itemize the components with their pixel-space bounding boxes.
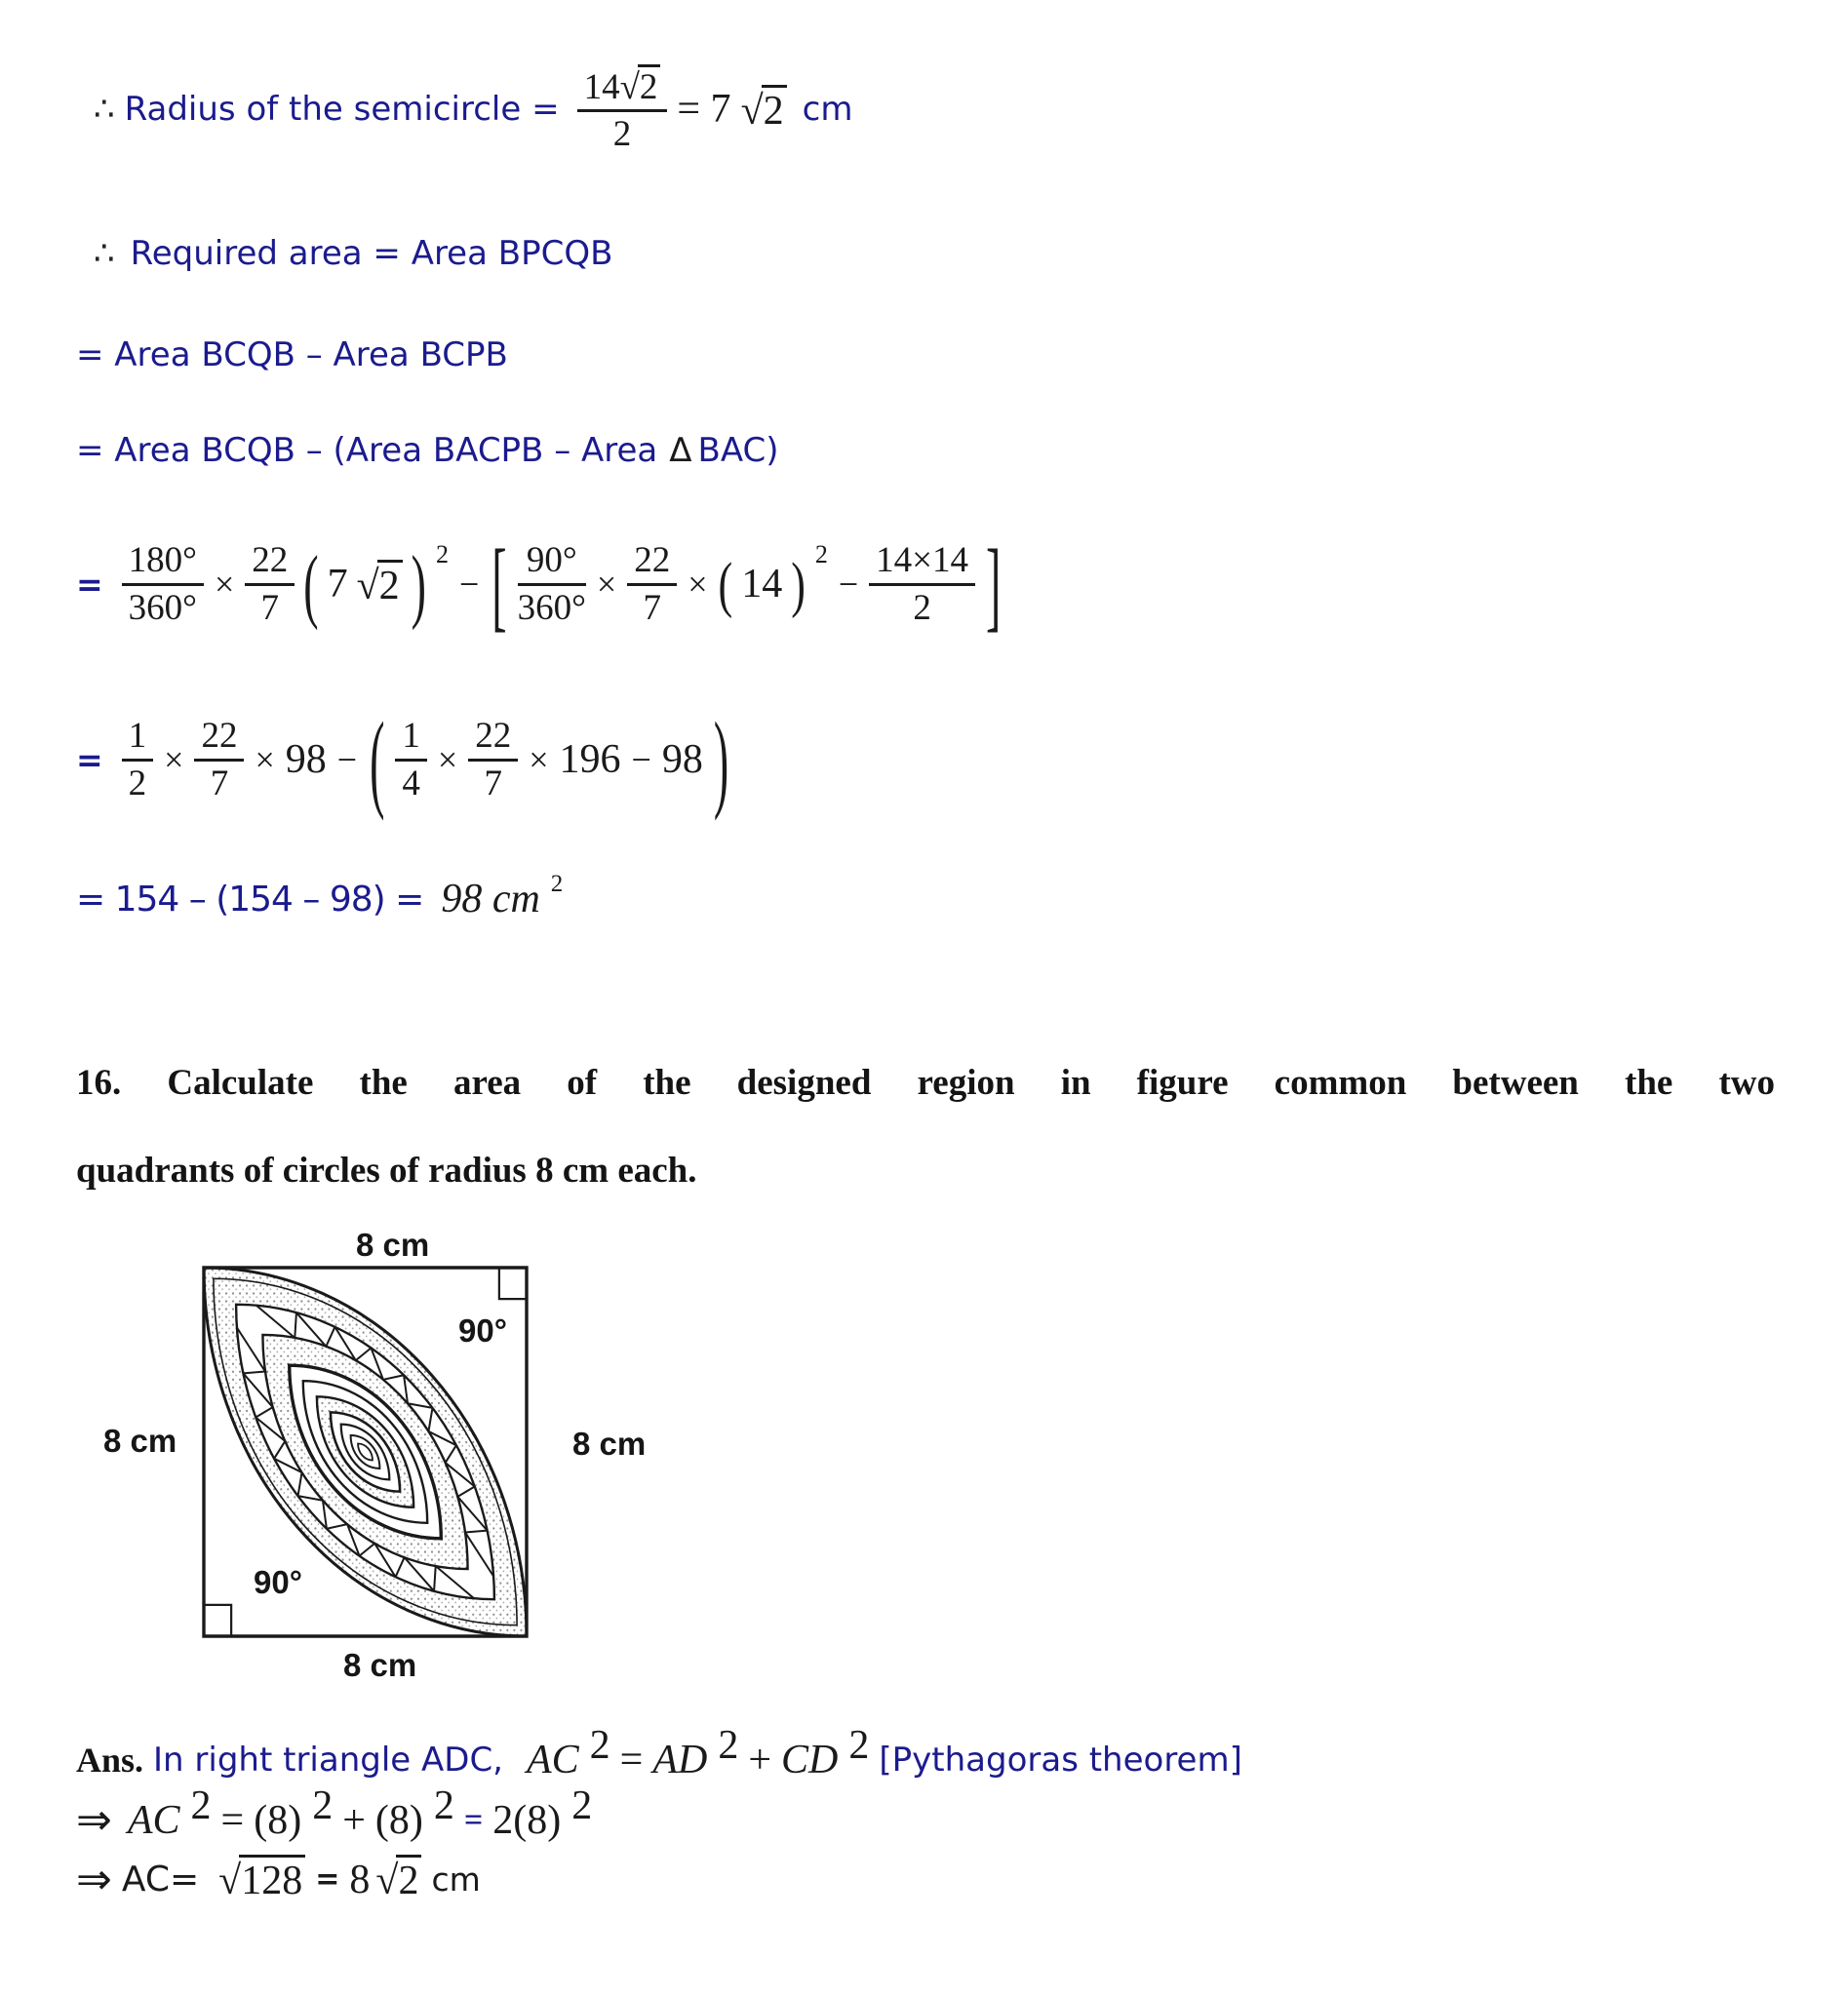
equals-sign: = — [220, 1797, 245, 1843]
equals-sign: = — [619, 1738, 644, 1782]
formula-line-2 — [76, 686, 1780, 833]
num-coefficient: 14 — [583, 66, 620, 107]
radical — [741, 85, 787, 135]
answer-line-1 — [76, 1723, 1780, 1783]
exponent: 2 — [550, 871, 564, 897]
ac-equals: AC= — [121, 1860, 200, 1899]
radicand: 2 — [638, 64, 661, 107]
radius-fraction — [577, 64, 668, 155]
minus-sign: − — [458, 565, 480, 604]
question-16 — [76, 1039, 1775, 1215]
answer-intro: In right triangle ADC, — [153, 1741, 503, 1780]
fraction-22-7 — [194, 716, 244, 803]
figure-q16 — [76, 1221, 1780, 1713]
times-sign: × — [529, 740, 549, 779]
fraction-22-7 — [627, 540, 677, 628]
coefficient-7: 7 — [327, 562, 348, 607]
therefore-symbol: ∴ — [94, 90, 115, 129]
fraction-numerator: 90° — [518, 540, 586, 585]
times-sign: × — [437, 740, 458, 779]
question-16-line-2: quadrants of circles of radius 8 cm each. — [76, 1151, 697, 1191]
radical — [620, 64, 661, 107]
formula-line-1 — [76, 511, 1780, 657]
minus-sign: − — [631, 740, 651, 779]
exponent: 2 — [814, 540, 828, 568]
exponent: 2 — [589, 1723, 610, 1768]
implies-arrow: ⇒ — [76, 1795, 112, 1845]
implies-arrow: ⇒ — [76, 1855, 112, 1904]
term-2-8-squared: 2(8) — [492, 1797, 562, 1843]
fraction-denominator: 360° — [517, 587, 586, 628]
radius-label: Radius of the semicircle = — [124, 90, 560, 129]
radical — [375, 1855, 421, 1904]
step-2-text-end: BAC) — [697, 431, 779, 470]
fraction-180-360 — [122, 540, 204, 628]
fraction-1-4 — [395, 716, 427, 803]
result-value: 98 cm — [441, 877, 540, 921]
radicand: 2 — [762, 85, 787, 135]
answer-line-3 — [76, 1855, 1780, 1904]
radius-unit: cm — [802, 90, 853, 129]
fraction-numerator — [577, 64, 668, 112]
radicand: 2 — [396, 1855, 421, 1904]
quadrant-design-figure — [204, 1268, 527, 1636]
figure-label-top: 8 cm — [356, 1227, 430, 1263]
radius-result: = 7 — [677, 87, 731, 132]
radical-sign: √ — [740, 88, 764, 134]
exponent: 2 — [571, 1782, 593, 1828]
left-paren: ( — [303, 537, 319, 631]
fraction-denominator: 7 — [484, 763, 502, 803]
result-blue-text: = 154 – (154 – 98) = — [76, 879, 424, 920]
fraction-90-360 — [518, 540, 586, 628]
right-paren: ) — [713, 698, 729, 821]
fraction-numerator: 1 — [395, 716, 427, 761]
fraction-denominator: 7 — [260, 587, 280, 628]
fraction-numerator: 22 — [468, 716, 518, 761]
figure-angle-bottom-left: 90° — [254, 1564, 302, 1600]
times-sign: × — [255, 740, 275, 779]
times-sign: × — [164, 740, 184, 779]
plus-sign: + — [748, 1738, 772, 1782]
var-AD: AD — [652, 1738, 708, 1782]
times-sign: × — [688, 565, 708, 604]
area-step-1 — [76, 335, 1780, 374]
step-2-text: = Area BCQB – (Area BACPB – Area — [76, 431, 658, 470]
right-paren: ) — [791, 549, 806, 619]
required-area-text: Required area = Area BPCQB — [130, 234, 613, 273]
fraction-numerator: 22 — [245, 540, 295, 585]
minus-sign: − — [838, 565, 859, 604]
exponent: 2 — [848, 1723, 870, 1768]
answer-label: Ans. — [76, 1741, 144, 1780]
equals-sign: = — [315, 1862, 340, 1897]
figure-label-bottom: 8 cm — [343, 1647, 417, 1683]
therefore-symbol: ∴ — [94, 234, 115, 273]
figure-angle-top-right: 90° — [458, 1312, 507, 1349]
right-paren: ) — [411, 537, 426, 631]
fraction-denominator: 4 — [402, 763, 420, 803]
radicand: 2 — [377, 560, 403, 609]
fraction-14x14-2 — [869, 540, 975, 628]
right-bracket: ] — [986, 528, 1002, 641]
radicand: 128 — [239, 1855, 305, 1904]
result-line — [76, 871, 1780, 922]
radius-line — [94, 41, 1780, 177]
question-16-line-1: 16. Calculate the area of the designed region in figure common between the two — [76, 1063, 1775, 1103]
minus-sign: − — [336, 740, 358, 779]
triangle-symbol: Δ — [669, 431, 692, 470]
var-CD: CD — [781, 1738, 839, 1782]
exponent: 2 — [312, 1782, 334, 1828]
exponent: 2 — [435, 540, 449, 568]
radical — [218, 1855, 305, 1904]
fraction-numerator: 22 — [194, 716, 244, 761]
equals-sign: = — [76, 740, 103, 779]
fraction-22-7 — [468, 716, 518, 803]
term-8-squared: (8) — [374, 1797, 423, 1843]
left-bracket: [ — [491, 528, 507, 641]
fraction-denominator: 7 — [643, 587, 661, 628]
fraction-1-2 — [122, 716, 154, 803]
left-paren: ( — [370, 698, 385, 821]
figure-path — [204, 1605, 231, 1636]
exponent: 2 — [433, 1782, 454, 1828]
figure-label-left: 8 cm — [103, 1423, 177, 1459]
term-8-squared: (8) — [254, 1797, 302, 1843]
radical-sign: √ — [218, 1859, 242, 1903]
var-AC: AC — [527, 1738, 579, 1782]
fraction-denominator: 2 — [612, 114, 632, 154]
var-AC: AC — [127, 1797, 180, 1843]
radical-sign: √ — [619, 66, 640, 107]
fraction-22-7 — [245, 540, 295, 628]
term-196: 196 — [559, 737, 621, 782]
fraction-denominator: 7 — [210, 763, 229, 803]
radical-sign: √ — [375, 1859, 399, 1903]
figure-label-right: 8 cm — [572, 1426, 647, 1462]
fraction-denominator: 360° — [128, 587, 197, 628]
equals-sign: = — [463, 1801, 484, 1838]
fraction-denominator: 2 — [913, 587, 931, 628]
left-paren: ( — [718, 549, 733, 619]
pythagoras-note: [Pythagoras theorem] — [879, 1741, 1242, 1780]
times-sign: × — [596, 565, 617, 604]
equals-sign: = — [76, 565, 103, 604]
plus-sign: + — [342, 1797, 366, 1843]
radical — [357, 560, 403, 609]
fraction-numerator: 22 — [627, 540, 677, 585]
coefficient-8: 8 — [349, 1857, 371, 1902]
fraction-numerator: 180° — [122, 540, 204, 585]
fraction-denominator: 2 — [128, 763, 147, 803]
answer-line-2 — [76, 1782, 1780, 1845]
fraction-numerator: 1 — [122, 716, 154, 761]
figure-path — [499, 1268, 527, 1299]
fraction-numerator: 14×14 — [869, 540, 975, 585]
term-98: 98 — [661, 737, 703, 782]
area-step-2 — [76, 431, 1780, 470]
required-area-line — [94, 234, 1780, 273]
step-1-text: = Area BCQB – Area BCPB — [76, 335, 508, 374]
radical-sign: √ — [356, 563, 379, 608]
exponent: 2 — [718, 1723, 739, 1768]
times-sign: × — [214, 565, 235, 604]
unit-cm: cm — [431, 1860, 481, 1899]
exponent: 2 — [190, 1782, 212, 1828]
term-98: 98 — [285, 737, 327, 782]
term-14: 14 — [741, 562, 783, 607]
